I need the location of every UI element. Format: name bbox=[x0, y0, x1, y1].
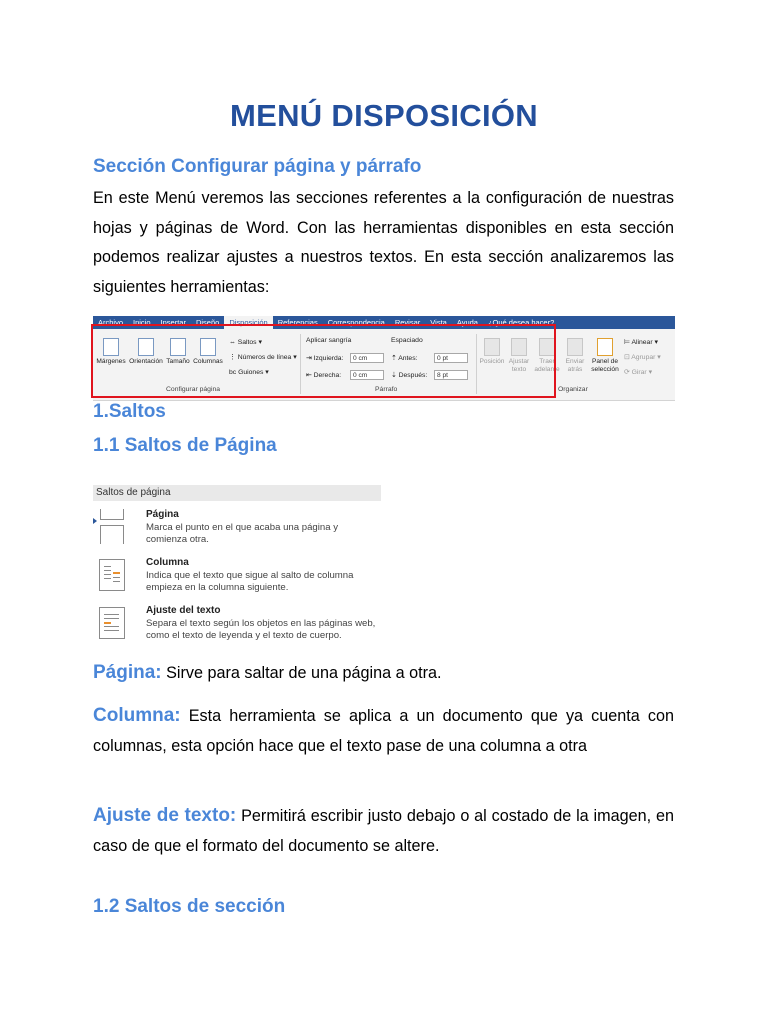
group-menu: ⊡ Agrupar ▾ bbox=[624, 354, 661, 361]
spacing-before-spinner: 0 pt bbox=[434, 353, 468, 363]
break-title: Ajuste del texto bbox=[146, 605, 221, 616]
heading-saltos-pagina: 1.1 Saltos de Página bbox=[93, 435, 277, 456]
breaks-menu: ⇔ Saltos ▾ bbox=[229, 339, 262, 346]
line-numbers-label: Números de línea bbox=[237, 354, 292, 361]
page-setup-group-label: Configurar página bbox=[166, 386, 221, 393]
arrange-group-label: Organizar bbox=[558, 386, 588, 393]
break-title: Página bbox=[146, 509, 179, 520]
tab-inicio: Inicio bbox=[133, 318, 151, 327]
column-break-icon bbox=[99, 559, 125, 591]
spacing-before-text: Antes: bbox=[398, 355, 418, 362]
tab-diseno: Diseño bbox=[195, 318, 220, 327]
tab-disposicion: Disposición bbox=[224, 316, 272, 329]
text-wrap-break-icon bbox=[99, 607, 125, 639]
section-heading: Sección Configurar página y párrafo bbox=[93, 156, 422, 177]
pointer-icon bbox=[93, 518, 97, 524]
page-breaks-panel bbox=[93, 485, 381, 645]
indent-right-text: Derecha: bbox=[313, 372, 342, 379]
page-title: MENÚ DISPOSICIÓN bbox=[230, 98, 538, 133]
tab-revisar: Revisar bbox=[394, 318, 421, 327]
tab-archivo: Archivo bbox=[98, 318, 124, 327]
send-backward-icon bbox=[567, 338, 583, 356]
selection-pane-icon bbox=[597, 338, 613, 356]
spacing-before-label: ⇡ Antes: bbox=[391, 355, 418, 362]
breaks-label: Saltos bbox=[237, 339, 257, 346]
pagina-term: Página: bbox=[93, 662, 162, 683]
align-label: Alinear bbox=[631, 339, 653, 346]
columna-text: Esta herramienta se aplica a un documento que ya cuenta con columnas, esta opción hace que el texto pase de una columna a otra bbox=[93, 707, 674, 755]
tab-vista: Vista bbox=[430, 318, 447, 327]
columna-term: Columna: bbox=[93, 705, 181, 726]
indent-left-text: Izquierda: bbox=[313, 355, 344, 362]
tab-insertar: Insertar bbox=[160, 318, 186, 327]
pagina-paragraph bbox=[93, 658, 674, 689]
ajuste-term: Ajuste de texto: bbox=[93, 805, 237, 826]
page-break-icon bbox=[100, 509, 124, 520]
orientation-label: Orientación bbox=[129, 358, 163, 365]
line-numbers-menu: ⋮ Números de línea ▾ bbox=[229, 354, 297, 361]
selection-pane-label: Panel de selección bbox=[591, 358, 619, 373]
heading-saltos-seccion: 1.2 Saltos de sección bbox=[93, 896, 286, 917]
page-breaks-header: Saltos de página bbox=[93, 485, 381, 501]
spacing-label: Espaciado bbox=[391, 337, 423, 344]
tell-me-search: ¿Qué desea hacer? bbox=[487, 318, 555, 327]
tab-ayuda: Ayuda bbox=[456, 318, 478, 327]
hyphenation-menu: bc Guiones ▾ bbox=[229, 369, 269, 376]
break-description: Separa el texto según los objetos en las páginas web, como el texto de leyenda y el texto de cuerpo. bbox=[146, 618, 376, 641]
tab-referencias: Referencias bbox=[277, 318, 318, 327]
wrap-text-label: Ajustar texto bbox=[508, 358, 530, 373]
highlight-box bbox=[91, 324, 556, 398]
margins-label: Márgenes bbox=[96, 358, 126, 365]
tab-correspondencia: Correspondencia bbox=[327, 318, 385, 327]
spacing-after-text: Después: bbox=[398, 372, 428, 379]
align-menu: ⊨ Alinear ▾ bbox=[624, 339, 658, 346]
spacing-after-spinner: 8 pt bbox=[434, 370, 468, 380]
indent-left-label: ⇥ Izquierda: bbox=[306, 355, 344, 362]
rotate-menu: ⟳ Girar ▾ bbox=[624, 369, 653, 376]
size-label: Tamaño bbox=[166, 358, 190, 365]
break-item-ajuste bbox=[93, 605, 381, 649]
selection-pane-tool bbox=[589, 338, 621, 374]
send-backward-label: Enviar atrás bbox=[565, 358, 585, 373]
indent-right-label: ⇤ Derecha: bbox=[306, 372, 342, 379]
indent-right-spinner: 0 cm bbox=[350, 370, 384, 380]
pagina-text: Sirve para saltar de una página a otra. bbox=[161, 664, 442, 682]
heading-saltos: 1.Saltos bbox=[93, 401, 166, 422]
break-item-pagina bbox=[93, 509, 381, 549]
ajuste-text: Permitirá escribir justo debajo o al costado de la imagen, en caso de que el formato del documento se altere. bbox=[93, 807, 674, 855]
columns-label: Columnas bbox=[193, 358, 223, 365]
ajuste-paragraph bbox=[93, 801, 674, 861]
rotate-label: Girar bbox=[631, 369, 647, 376]
break-description: Marca el punto en el que acaba una página y comienza otra. bbox=[146, 522, 339, 545]
break-title: Columna bbox=[146, 557, 189, 568]
bring-forward-label: Traer adelante bbox=[534, 358, 560, 373]
position-label: Posición bbox=[479, 358, 505, 365]
spacing-after-label: ⇣ Después: bbox=[391, 372, 428, 379]
send-backward-tool bbox=[561, 338, 589, 374]
break-description: Indica que el texto que sigue al salto de columna empieza en la columna siguiente. bbox=[146, 570, 354, 593]
hyphenation-label: Guiones bbox=[238, 369, 264, 376]
intro-paragraph: En este Menú veremos las secciones referentes a la configuración de nuestras hojas y páginas de Word. Con las herramientas disponibles en esta sección podemos realizar ajustes a nuestros textos. En esta sección analizaremos las siguientes herramientas: bbox=[93, 189, 674, 296]
page-break-lower-icon bbox=[100, 525, 124, 544]
group-label: Agrupar bbox=[631, 354, 656, 361]
indent-label: Aplicar sangría bbox=[306, 337, 352, 344]
paragraph-group-label: Párrafo bbox=[375, 386, 398, 393]
indent-left-spinner: 0 cm bbox=[350, 353, 384, 363]
break-item-columna bbox=[93, 557, 381, 601]
columna-paragraph bbox=[93, 701, 674, 761]
